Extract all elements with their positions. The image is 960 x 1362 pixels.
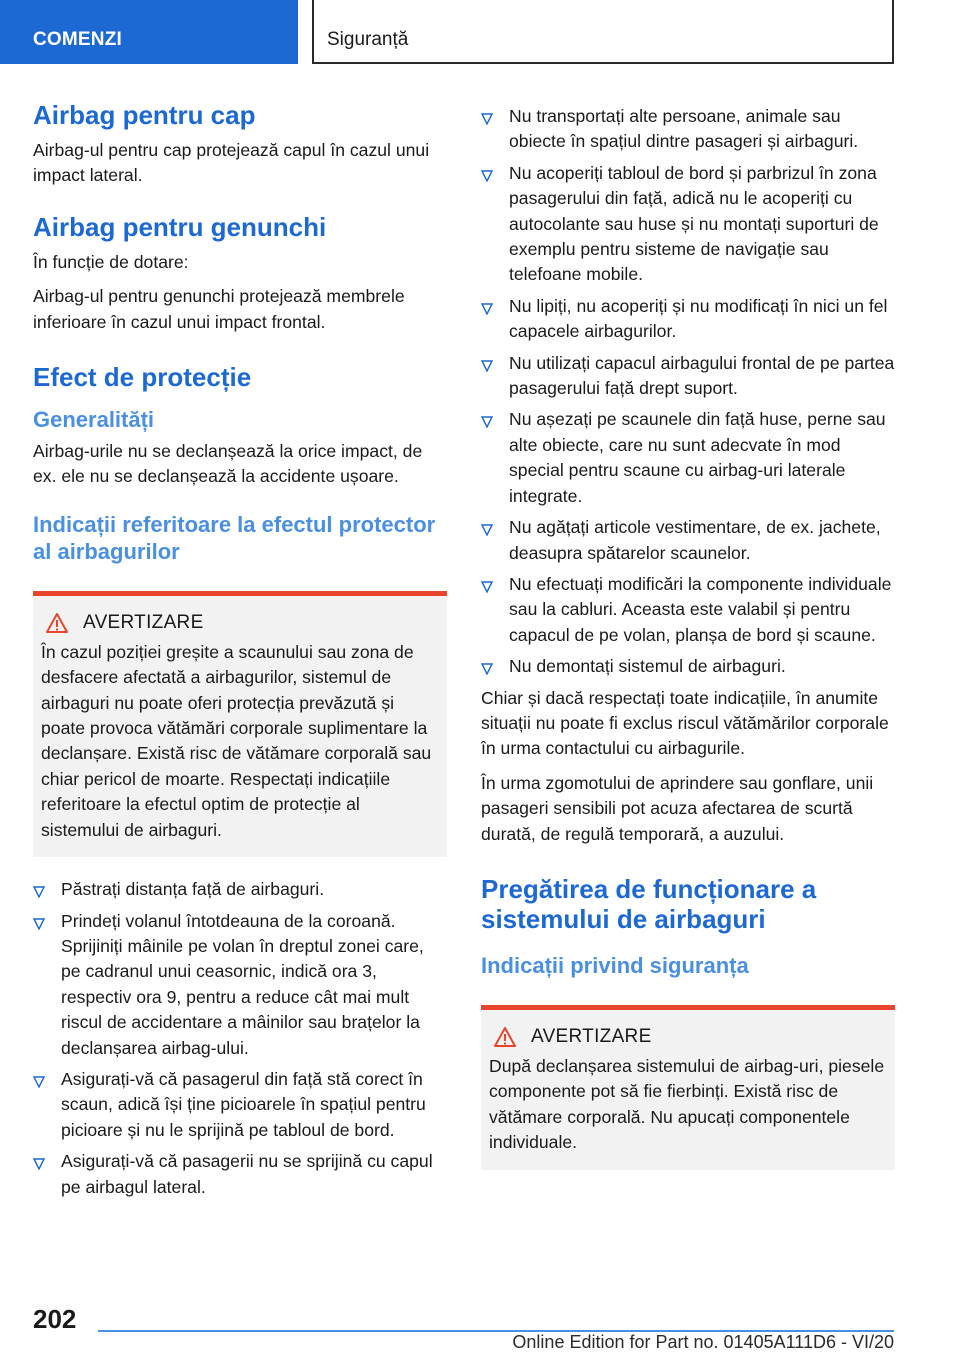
list-item: Asigurați-vă că pasagerii nu se sprijină cu capul pe airbagul lateral. bbox=[33, 1149, 447, 1200]
list-item: Prindeți volanul întotdeauna de la coroană. Sprijiniți mâinile pe volan în dreptul zonei care, pe cadranul unui ceasornic, indică ora 3, respectiv ora 9, pentru a reduce cât mai mult riscul de accidentare a mâinilor sau brațelor la declanșarea airbag-ului. bbox=[33, 909, 447, 1061]
list-item: Nu transportați alte persoane, animale sau obiecte în spațiul dintre pasageri și airbaguri. bbox=[481, 104, 895, 155]
list-item: Nu utilizați capacul airbagului frontal de pe partea pasagerului față drept suport. bbox=[481, 351, 895, 402]
warning-text: După declanșarea sistemului de airbag-uri, piesele componente pot să fie fierbinți. Există risc de vătămare corporală. Nu apucați componentele individuale. bbox=[489, 1055, 885, 1153]
triangle-bullet-icon bbox=[481, 416, 493, 428]
paragraph-chiar: Chiar și dacă respectați toate indicațiile, în anumite situații nu poate fi exclus riscul vătămărilor corporale în urma contactului cu airbagurile. bbox=[481, 687, 889, 759]
paragraph-generalitati: Airbag-urile nu se declanșează la orice impact, de ex. ele nu se declanșează la accidente ușoare. bbox=[33, 441, 423, 487]
footer-edition: Online Edition for Part no. 01405A111D6 - VI/20 bbox=[512, 1332, 894, 1352]
triangle-bullet-icon bbox=[481, 113, 493, 125]
triangle-bullet-icon bbox=[481, 170, 493, 182]
triangle-bullet-icon bbox=[33, 1158, 45, 1170]
list-item: Păstrați distanța față de airbaguri. bbox=[33, 877, 447, 902]
list-item: Nu demontați sistemul de airbaguri. bbox=[481, 654, 895, 679]
heading-pregatire: Pregătirea de funcționare a sistemului de airbaguri bbox=[481, 873, 817, 934]
heading-indicatii-siguranta: Indicații privind siguranța bbox=[481, 952, 749, 978]
chapter-tab-label: Siguranță bbox=[327, 29, 409, 50]
triangle-bullet-icon bbox=[481, 303, 493, 315]
list-item: Nu acoperiți tabloul de bord și parbrizul în zona pasagerului din față, adică nu le acoperiți cu autocolante sau huse și nu montați suporturi de exemplu pentru sisteme de navigație sau telefoane mobile. bbox=[481, 161, 895, 288]
warning-triangle-icon bbox=[45, 612, 69, 634]
list-item: Asigurați-vă că pasagerul din față stă corect în scaun, adică își ține picioarele în spațiul pentru picioare și nu le sprijină pe tabloul de bord. bbox=[33, 1067, 447, 1143]
left-column bbox=[33, 100, 447, 1206]
list-item: Nu efectuați modificări la componente individuale sau la cabluri. Aceasta este valabil și pentru capacul de pe volan, planșa de bord și scaune. bbox=[481, 572, 895, 648]
list-item: Nu agățați articole vestimentare, de ex. jachete, deasupra spătarelor scaunelor. bbox=[481, 515, 895, 566]
warning-box bbox=[481, 1005, 895, 1170]
heading-airbag-genunchi: Airbag pentru genunchi bbox=[33, 211, 327, 242]
heading-generalitati: Generalități bbox=[33, 407, 155, 433]
paragraph-airbag-genunchi: Airbag-ul pentru genunchi protejează membrele inferioare în cazul unui impact frontal. bbox=[33, 286, 405, 332]
triangle-bullet-icon bbox=[481, 663, 493, 675]
warning-triangle-icon bbox=[493, 1026, 517, 1048]
chapter-tab bbox=[312, 0, 894, 64]
bullet-list-left bbox=[33, 877, 447, 1200]
section-tab bbox=[0, 0, 298, 64]
heading-efect-protectie: Efect de protecție bbox=[33, 362, 252, 393]
list-item: Nu lipiți, nu acoperiți și nu modificați în nici un fel capacele airbagurilor. bbox=[481, 294, 895, 345]
triangle-bullet-icon bbox=[481, 360, 493, 372]
heading-indicatii-efect: Indicații referitoare la efectul protector al airbagurilor bbox=[33, 511, 436, 564]
warning-box bbox=[33, 591, 447, 857]
right-column bbox=[481, 104, 895, 1190]
heading-airbag-cap: Airbag pentru cap bbox=[33, 100, 256, 130]
triangle-bullet-icon bbox=[33, 1076, 45, 1088]
warning-text: În cazul poziției greșite a scaunului sau zona de desfacere afectată a airbagurilor, sistemul de airbaguri nu poate oferi protecția prevăzută și poate provoca vătămări corporale suplimentare la declanșare. Există risc de vătămare corporală sau chiar pericol de moarte. Respectați indicațiile referitoare la efectul optim de protecție al sistemului de airbaguri. bbox=[41, 641, 432, 840]
triangle-bullet-icon bbox=[481, 581, 493, 593]
paragraph-dotare: În funcție de dotare: bbox=[33, 251, 189, 272]
warning-label: AVERTIZARE bbox=[531, 1025, 652, 1047]
triangle-bullet-icon bbox=[481, 524, 493, 536]
bullet-list-right bbox=[481, 104, 895, 680]
warning-label: AVERTIZARE bbox=[83, 611, 204, 633]
triangle-bullet-icon bbox=[33, 918, 45, 930]
section-tab-label: COMENZI bbox=[33, 29, 123, 50]
paragraph-zgomot: În urma zgomotului de aprindere sau gonflare, unii pasageri sensibili pot acuza afectarea de scurtă durată, de regulă temporară, a auzului. bbox=[481, 772, 874, 844]
paragraph-airbag-cap: Airbag-ul pentru cap protejează capul în cazul unui impact lateral. bbox=[33, 140, 430, 186]
page-number: 202 bbox=[33, 1304, 77, 1334]
list-item: Nu așezați pe scaunele din față huse, perne sau alte obiecte, care nu sunt adecvate în mod special pentru scaune cu airbag-uri laterale integrate. bbox=[481, 407, 895, 509]
triangle-bullet-icon bbox=[33, 886, 45, 898]
